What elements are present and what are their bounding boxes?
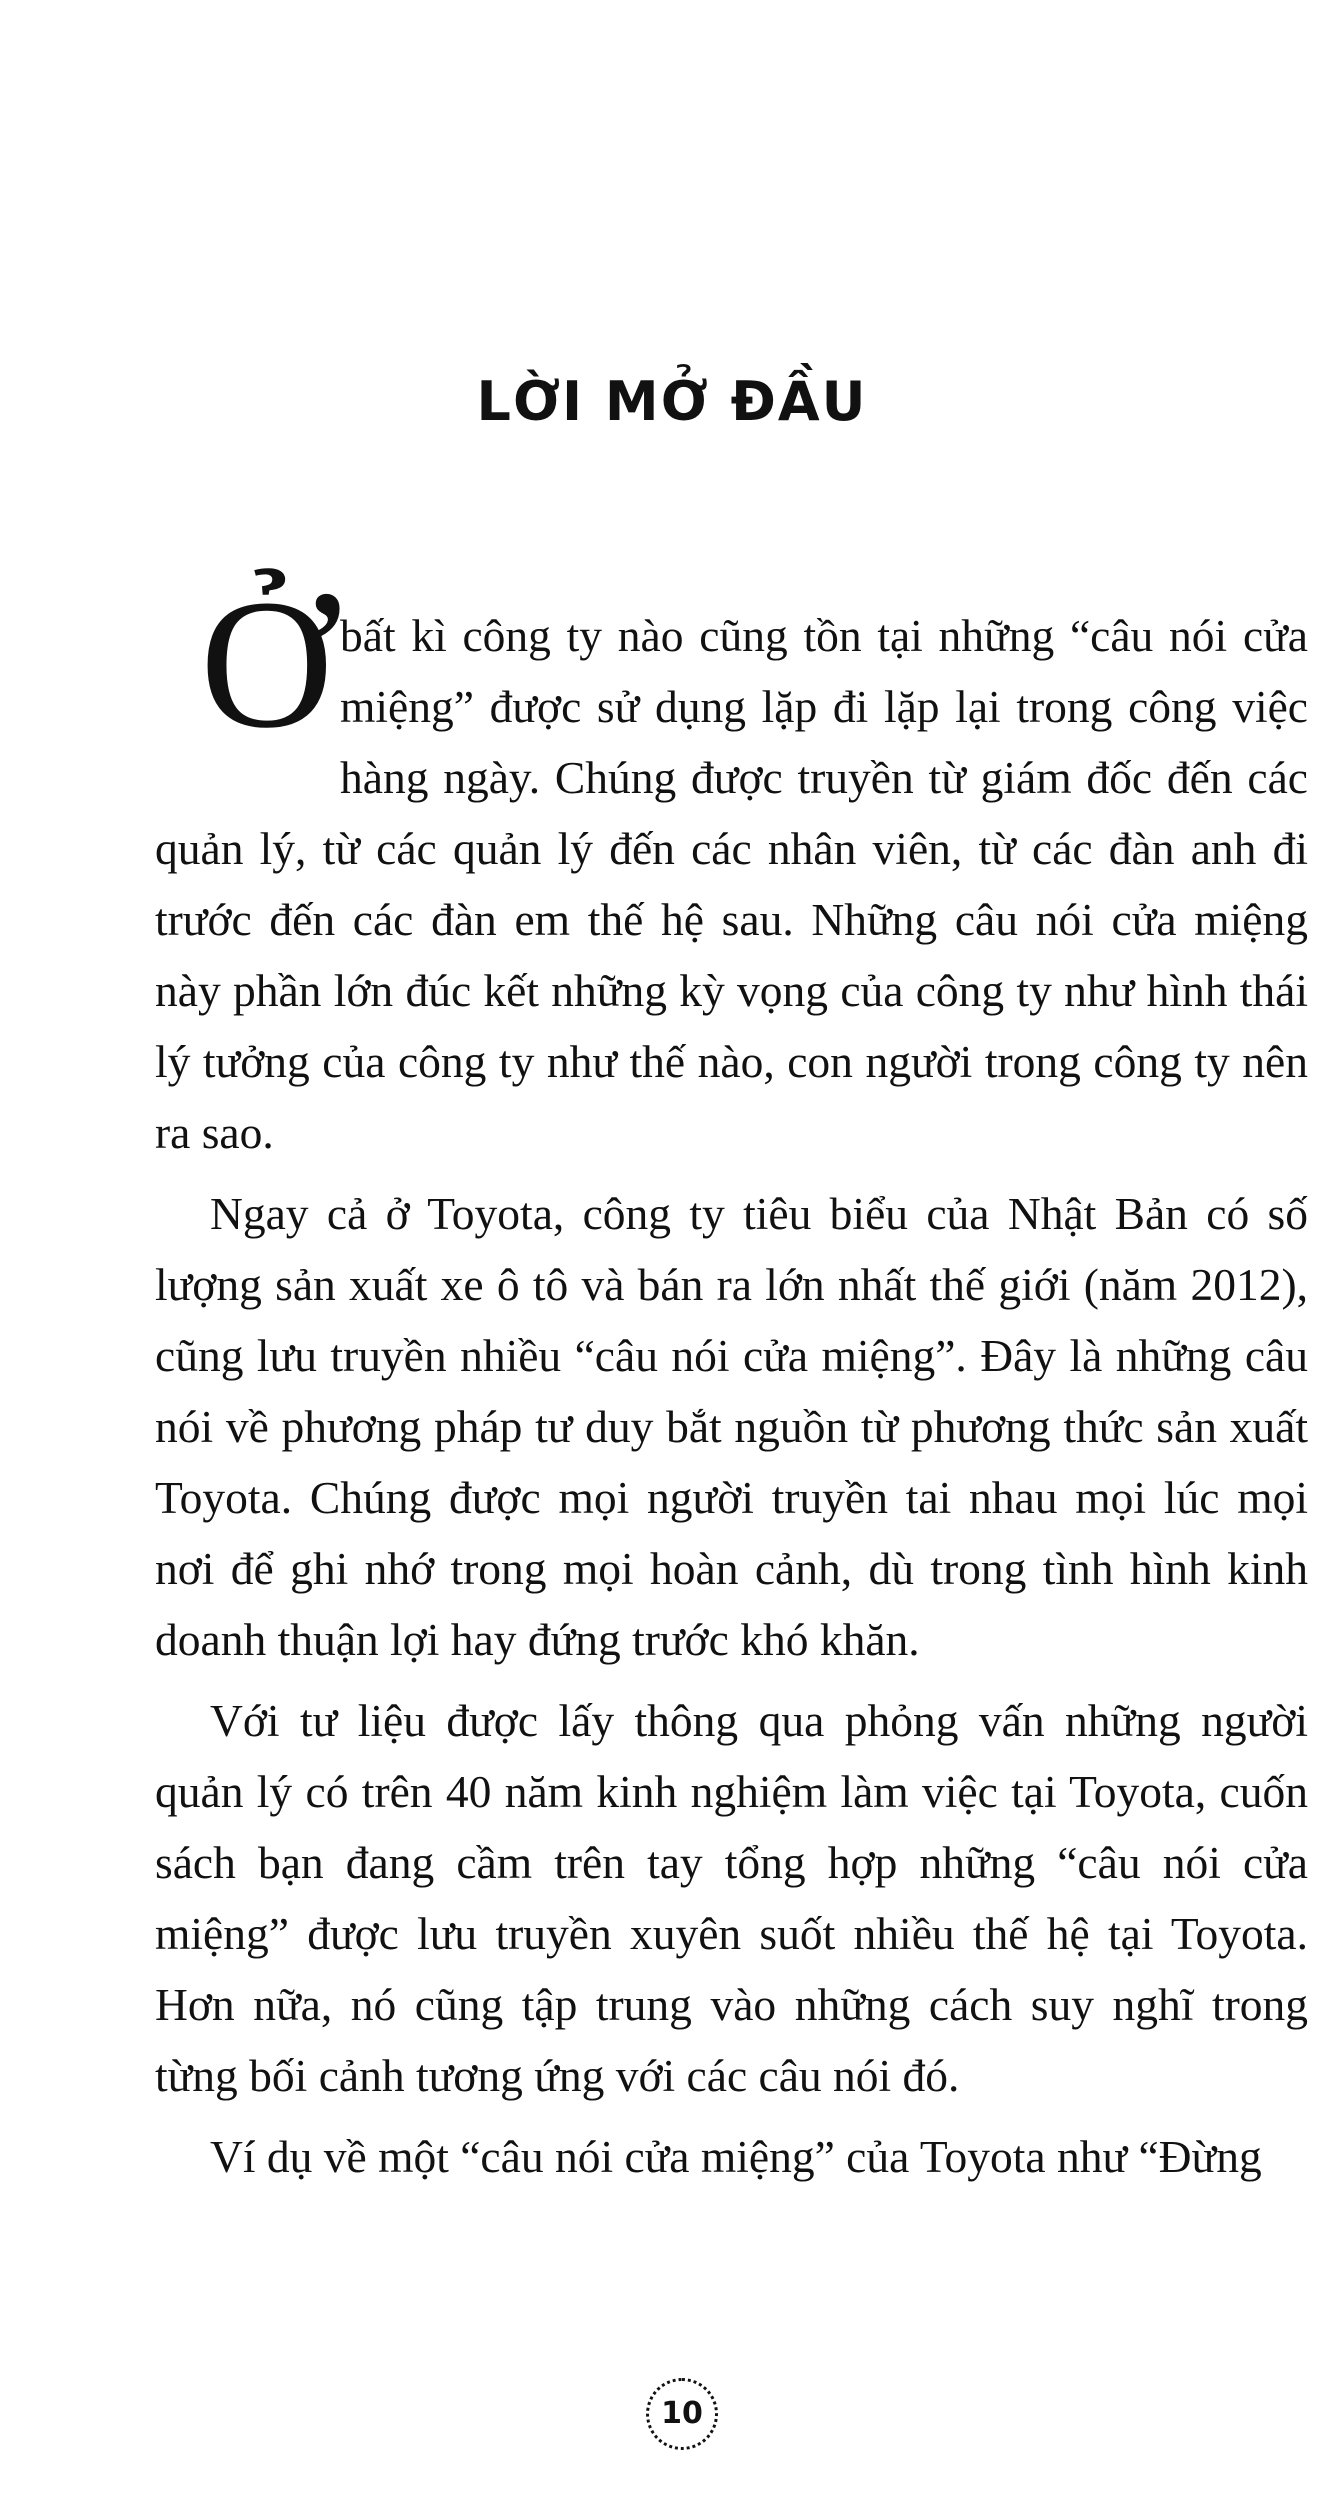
drop-cap-container <box>155 562 334 767</box>
paragraph-1 <box>155 562 1308 1168</box>
paragraph-2: Ngay cả ở Toyota, công ty tiêu biểu của Nhật Bản có số lượng sản xuất xe ô tô và bán ra lớn nhất thế giới (năm 2012), cũng lưu truyền nhiều “câu nói cửa miệng”. Đây là những câu nói về phương pháp tư duy bắt nguồn từ phương thức sản xuất Toyota. Chúng được mọi người truyền tai nhau mọi lúc mọi nơi để ghi nhớ trong mọi hoàn cảnh, dù trong tình hình kinh doanh thuận lợi hay đứng trước khó khăn. <box>155 1188 1308 1665</box>
paragraph-4: Ví dụ về một “câu nói cửa miệng” của Toyota như “Đừng <box>210 2131 1262 2182</box>
page-number-badge <box>646 2378 718 2450</box>
body-text <box>155 562 1308 2202</box>
chapter-title: LỜI MỞ ĐẦU <box>476 370 868 433</box>
paragraph-3: Với tư liệu được lấy thông qua phỏng vấn những người quản lý có trên 40 năm kinh nghiệm làm việc tại Toyota, cuốn sách bạn đang cầm trên tay tổng hợp những “câu nói cửa miệng” được lưu truyền xuyên suốt nhiều thế hệ tại Toyota. Hơn nữa, nó cũng tập trung vào những cách suy nghĩ trong từng bối cảnh tương ứng với các câu nói đó. <box>155 1695 1308 2101</box>
paragraph-1-text: bất kì công ty nào cũng tồn tại những “câu nói cửa miệng” được sử dụng lặp đi lặp lại trong công việc hàng ngày. Chúng được truyền từ giám đốc đến các quản lý, từ các quản lý đến các nhân viên, từ các đàn anh đi trước đến các đàn em thế hệ sau. Những câu nói cửa miệng này phần lớn đúc kết những kỳ vọng của công ty như hình thái lý tưởng của công ty như thế nào, con người trong công ty nên ra sao. <box>155 610 1308 1158</box>
drop-cap: Ở <box>200 562 334 767</box>
page-number: 10 <box>661 2396 703 2431</box>
